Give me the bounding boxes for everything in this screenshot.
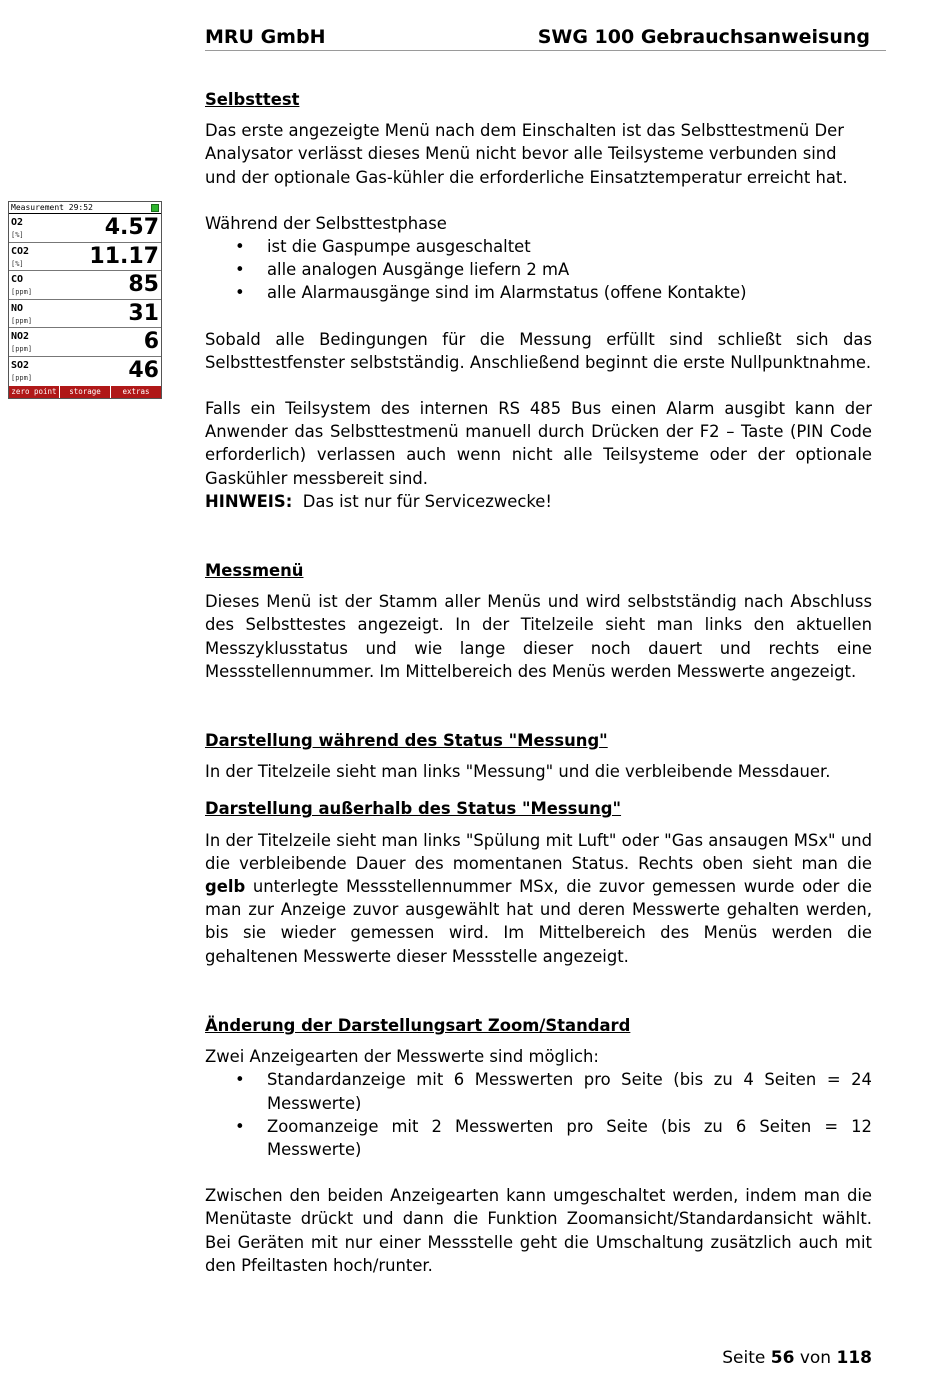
note-label: HINWEIS: bbox=[205, 491, 293, 511]
heading-messmenue: Messmenü bbox=[205, 561, 304, 581]
device-row bbox=[9, 300, 161, 329]
paragraph: Dieses Menü ist der Stamm aller Menüs und wird selbstständig nach Abschluss des Selbsttestes angezeigt. In der Titelzeile sieht man links den aktuellen Messzyklusstatus und wie lange dieser noch dauert und rechts eine Messstellennummer. Im Mittelbereich des Menüs werden Messwerte angezeigt. bbox=[205, 592, 872, 681]
softkey-extras: extras bbox=[122, 387, 150, 396]
gas-unit: [%] bbox=[11, 259, 24, 268]
gas-value: 11.17 bbox=[89, 243, 159, 269]
gas-unit: [%] bbox=[11, 231, 24, 239]
page-content bbox=[205, 88, 872, 1277]
gas-unit: [ppm] bbox=[11, 288, 33, 296]
note-text: Das ist nur für Servicezwecke! bbox=[302, 491, 552, 511]
company-name: MRU GmbH bbox=[205, 26, 326, 48]
list-item: • Zoomanzeige mit 2 Messwerten pro Seite (bis zu 6 Seiten = 12 Messwerte) bbox=[235, 1116, 872, 1159]
heading-selbsttest: Selbsttest bbox=[205, 90, 300, 109]
highlight-word: gelb bbox=[205, 877, 246, 897]
list-item: • ist die Gaspumpe ausgeschaltet bbox=[235, 237, 531, 257]
gas-value: 46 bbox=[128, 357, 159, 383]
heading-ausserhalb-messung: Darstellung außerhalb des Status "Messung" bbox=[205, 799, 622, 819]
paragraph: In der Titelzeile sieht man links "Spülung mit Luft" oder "Gas ansaugen MSx" und die verbleibende Dauer des momentanen Status. Rechts oben sieht man die gelb unterlegte Messstellennummer MSx, die zuvor gemessen wurde oder die man zur Anzeige zuvor ausgewählt hat und deren Messwerte gehalten werden, bis sie wieder gemessen wird. Im Mittelbereich des Menüs werden die gehaltenen Messwerte dieser Messstelle angezeigt. bbox=[205, 830, 872, 966]
list-item: • Standardanzeige mit 6 Messwerten pro Seite (bis zu 4 Seiten = 24 Messwerte) bbox=[235, 1070, 872, 1113]
gas-name: CO2 bbox=[11, 245, 30, 257]
gas-name: NO2 bbox=[11, 331, 30, 342]
list-item: • alle analogen Ausgänge liefern 2 mA bbox=[235, 260, 570, 280]
paragraph: Falls ein Teilsystem des internen RS 485 Bus einen Alarm ausgibt kann der Anwender das Selbsttestmenü manuell durch Drücken der F2 – Taste (PIN Code erforderlich) verlassen auch wenn nicht alle Teilsysteme oder der optionale Gaskühler messbereit sind. bbox=[205, 399, 872, 488]
bullet-list bbox=[205, 1068, 872, 1161]
note bbox=[205, 490, 872, 513]
paragraph: Sobald alle Bedingungen für die Messung erfüllt sind schließt sich das Selbsttestfenster selbstständig. Anschließend beginnt die erste Nullpunktnahme. bbox=[205, 329, 872, 372]
paragraph: Zwei Anzeigearten der Messwerte sind möglich: bbox=[205, 1047, 599, 1067]
device-softkey-bar bbox=[9, 386, 161, 398]
device-row bbox=[9, 271, 161, 300]
device-row bbox=[9, 214, 161, 243]
softkey-zero-point: zero point bbox=[9, 386, 60, 398]
gas-unit: [ppm] bbox=[11, 316, 33, 325]
paragraph: In der Titelzeile sieht man links "Messung" und die verbleibende Messdauer. bbox=[205, 762, 831, 782]
list-item: • alle Alarmausgänge sind im Alarmstatus (offene Kontakte) bbox=[235, 283, 747, 303]
document-title: SWG 100 Gebrauchsanweisung bbox=[537, 26, 870, 48]
heading-status-messung: Darstellung während des Status "Messung" bbox=[205, 731, 608, 751]
device-title: Measurement 29:52 bbox=[11, 203, 93, 212]
status-led-icon bbox=[151, 204, 159, 212]
gas-name: O2 bbox=[11, 217, 24, 228]
device-row bbox=[9, 328, 161, 357]
paragraph: Das erste angezeigte Menü nach dem Einschalten ist das Selbsttestmenü Der Analysator verlässt dieses Menü nicht bevor alle Teilsysteme verbunden sind und der optionale Gas-kühler die erforderliche Einsatztemperatur erreicht hat. bbox=[205, 121, 848, 187]
gas-value: 4.57 bbox=[104, 215, 159, 240]
bullet-list bbox=[205, 235, 872, 305]
paragraph: Zwischen den beiden Anzeigearten kann umgeschaltet werden, indem man die Menütaste drückt und dann die Funktion Zoomansicht/Standardansicht wählt. Bei Geräten mit nur einer Messstelle geht die Umschaltung zusätzlich auch mit den Pfeiltasten hoch/runter. bbox=[205, 1186, 872, 1275]
heading-darstellungsart: Änderung der Darstellungsart Zoom/Standard bbox=[205, 1015, 631, 1035]
gas-name: SO2 bbox=[11, 359, 30, 371]
device-row bbox=[9, 357, 161, 385]
gas-name: NO bbox=[11, 302, 24, 314]
softkey-storage: storage bbox=[60, 386, 111, 398]
gas-unit: [ppm] bbox=[11, 345, 33, 353]
gas-value: 31 bbox=[128, 300, 159, 326]
device-screen-image bbox=[8, 201, 162, 399]
paragraph: Während der Selbsttestphase bbox=[205, 213, 447, 233]
gas-unit: [ppm] bbox=[11, 373, 33, 382]
gas-name: CO bbox=[11, 274, 24, 285]
gas-value: 85 bbox=[128, 272, 159, 297]
device-row bbox=[9, 243, 161, 272]
gas-value: 6 bbox=[143, 329, 159, 354]
page-header bbox=[205, 24, 886, 51]
page-number: Seite 56 von 118 bbox=[722, 1348, 872, 1368]
